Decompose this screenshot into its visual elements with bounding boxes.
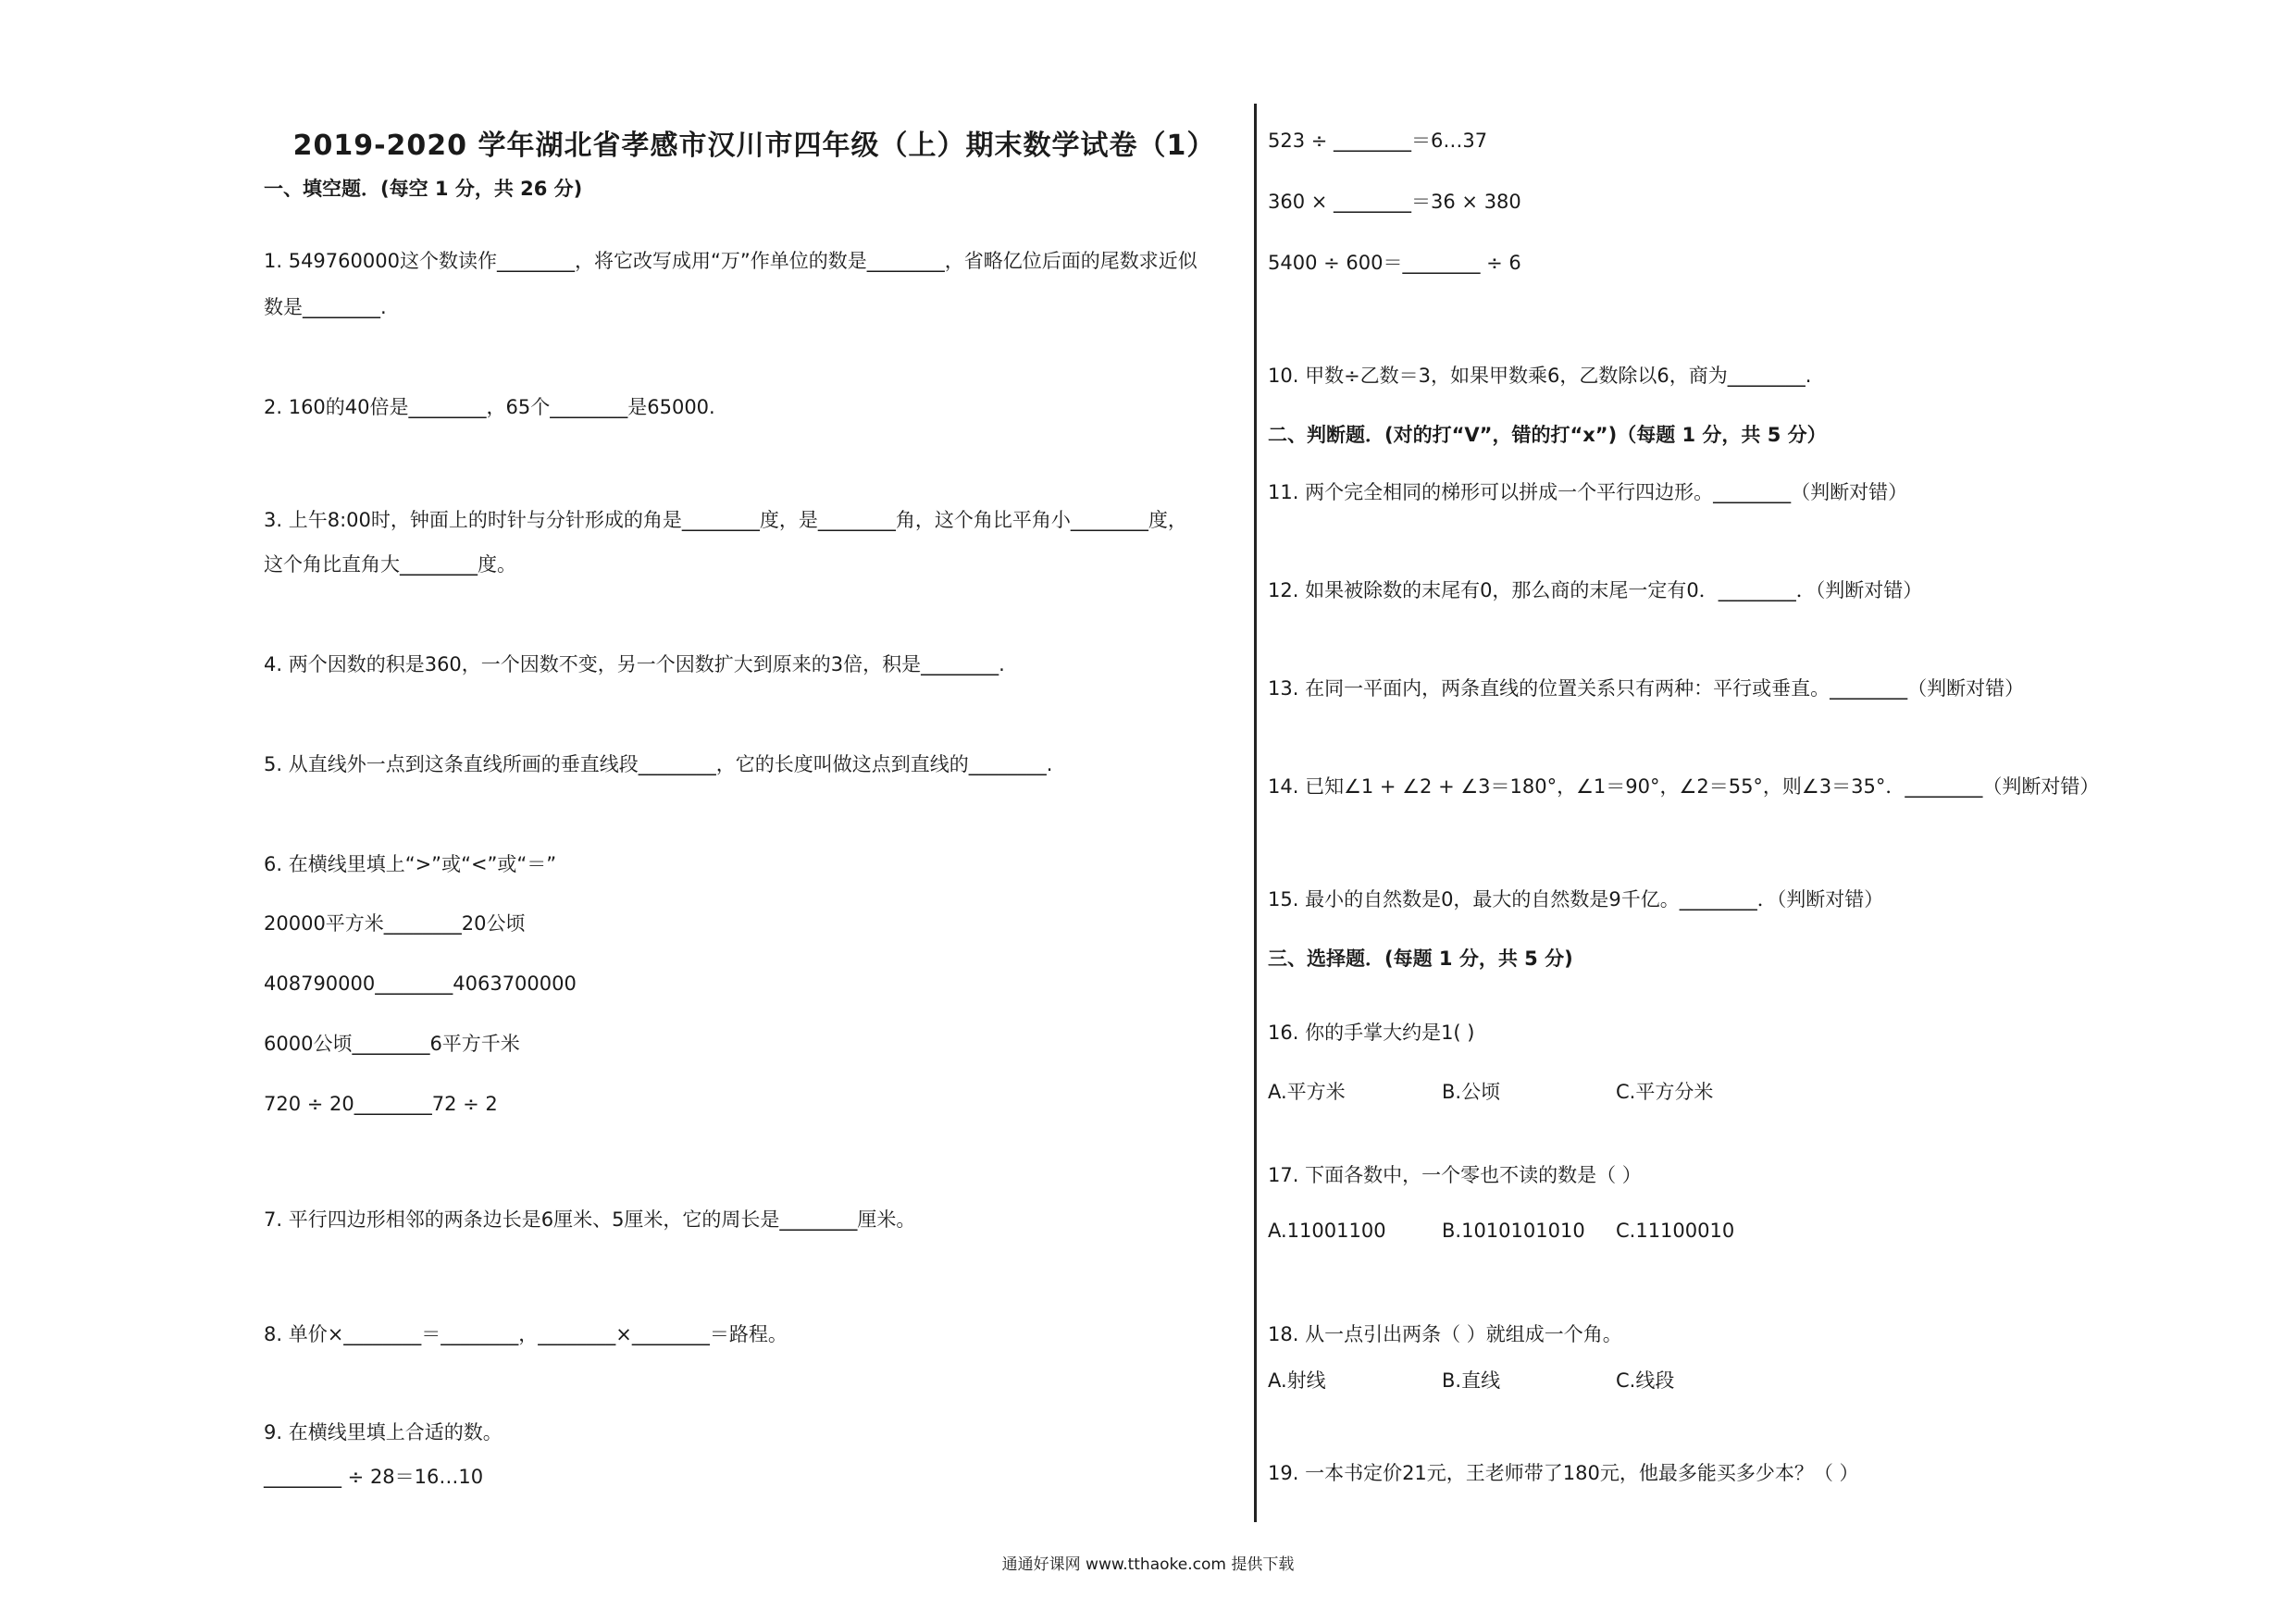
question-16: 16. 你的手掌大约是1( ) [1268, 1022, 1475, 1044]
question-5: 5. 从直线外一点到这条直线所画的垂直线段________，它的长度叫做这点到直线的________. [264, 753, 1053, 775]
question-18-option-b: B.直线 [1442, 1369, 1501, 1392]
question-9: 9. 在横线里填上合适的数。 [264, 1421, 503, 1443]
question-6-item-2: 408790000________4063700000 [264, 973, 577, 995]
question-1-line2: 数是________. [264, 296, 387, 318]
question-6: 6. 在横线里填上“>”或“<”或“＝” [264, 853, 557, 875]
question-6-item-4: 720 ÷ 20________72 ÷ 2 [264, 1093, 498, 1115]
question-9-item-4: 5400 ÷ 600＝________ ÷ 6 [1268, 252, 1521, 274]
question-10: 10. 甲数÷乙数＝3，如果甲数乘6，乙数除以6，商为________. [1268, 365, 1812, 387]
question-19: 19. 一本书定价21元，王老师带了180元，他最多能买多少本？（ ） [1268, 1462, 1859, 1484]
question-17-option-a: A.11001100 [1268, 1220, 1386, 1242]
question-7: 7. 平行四边形相邻的两条边长是6厘米、5厘米，它的周长是________厘米。 [264, 1208, 916, 1231]
question-8: 8. 单价×________＝________，________×________＝路程。 [264, 1323, 788, 1345]
section-heading-fill-blank: 一、填空题．(每空 1 分，共 26 分) [264, 178, 583, 200]
question-3-line1: 3. 上午8:00时，钟面上的时针与分针形成的角是________度，是________角，这个角比平角小________度， [264, 509, 1187, 531]
question-17-option-b: B.1010101010 [1442, 1220, 1585, 1242]
question-13: 13. 在同一平面内，两条直线的位置关系只有两种：平行或垂直。________（判断对错） [1268, 677, 2025, 700]
question-2: 2. 160的40倍是________，65个________是65000. [264, 396, 715, 418]
page-title: 2019-2020 学年湖北省孝感市汉川市四年级（上）期末数学试卷（1） [292, 130, 1216, 162]
question-15: 15. 最小的自然数是0，最大的自然数是9千亿。________．（判断对错） [1268, 888, 1884, 911]
question-18: 18. 从一点引出两条（ ）就组成一个角。 [1268, 1323, 1622, 1345]
question-9-item-3: 360 × ________＝36 × 380 [1268, 191, 1521, 213]
question-14: 14. 已知∠1 + ∠2 + ∠3＝180°，∠1＝90°，∠2＝55°，则∠3＝35°．________（判断对错） [1268, 775, 2100, 798]
question-1-line1: 1. 549760000这个数读作________，将它改写成用“万”作单位的数是________，省略亿位后面的尾数求近似 [264, 250, 1198, 272]
section-heading-true-false: 二、判断题．(对的打“V”，错的打“x”)（每题 1 分，共 5 分） [1268, 424, 1827, 446]
question-6-item-3: 6000公顷________6平方千米 [264, 1033, 520, 1055]
section-heading-multiple-choice: 三、选择题．(每题 1 分，共 5 分) [1268, 948, 1573, 970]
question-16-option-c: C.平方分米 [1616, 1081, 1714, 1103]
question-3-line2: 这个角比直角大________度。 [264, 553, 516, 576]
question-16-option-a: A.平方米 [1268, 1081, 1346, 1103]
question-4: 4. 两个因数的积是360，一个因数不变，另一个因数扩大到原来的3倍，积是________. [264, 653, 1005, 675]
question-12: 12. 如果被除数的末尾有0，那么商的末尾一定有0．________．（判断对错） [1268, 579, 1923, 601]
question-17: 17. 下面各数中，一个零也不读的数是（ ） [1268, 1164, 1642, 1186]
question-16-option-b: B.公顷 [1442, 1081, 1501, 1103]
question-6-item-1: 20000平方米________20公顷 [264, 912, 526, 935]
column-divider [1254, 104, 1257, 1522]
question-9-item-2: 523 ÷ ________＝6…37 [1268, 130, 1488, 152]
page-footer: 通通好课网 www.tthaoke.com 提供下载 [1001, 1555, 1295, 1574]
question-9-item-1: ________ ÷ 28＝16…10 [264, 1466, 484, 1488]
question-18-option-a: A.射线 [1268, 1369, 1326, 1392]
question-17-option-c: C.11100010 [1616, 1220, 1735, 1242]
question-18-option-c: C.线段 [1616, 1369, 1675, 1392]
question-11: 11. 两个完全相同的梯形可以拼成一个平行四边形。________（判断对错） [1268, 481, 1908, 503]
